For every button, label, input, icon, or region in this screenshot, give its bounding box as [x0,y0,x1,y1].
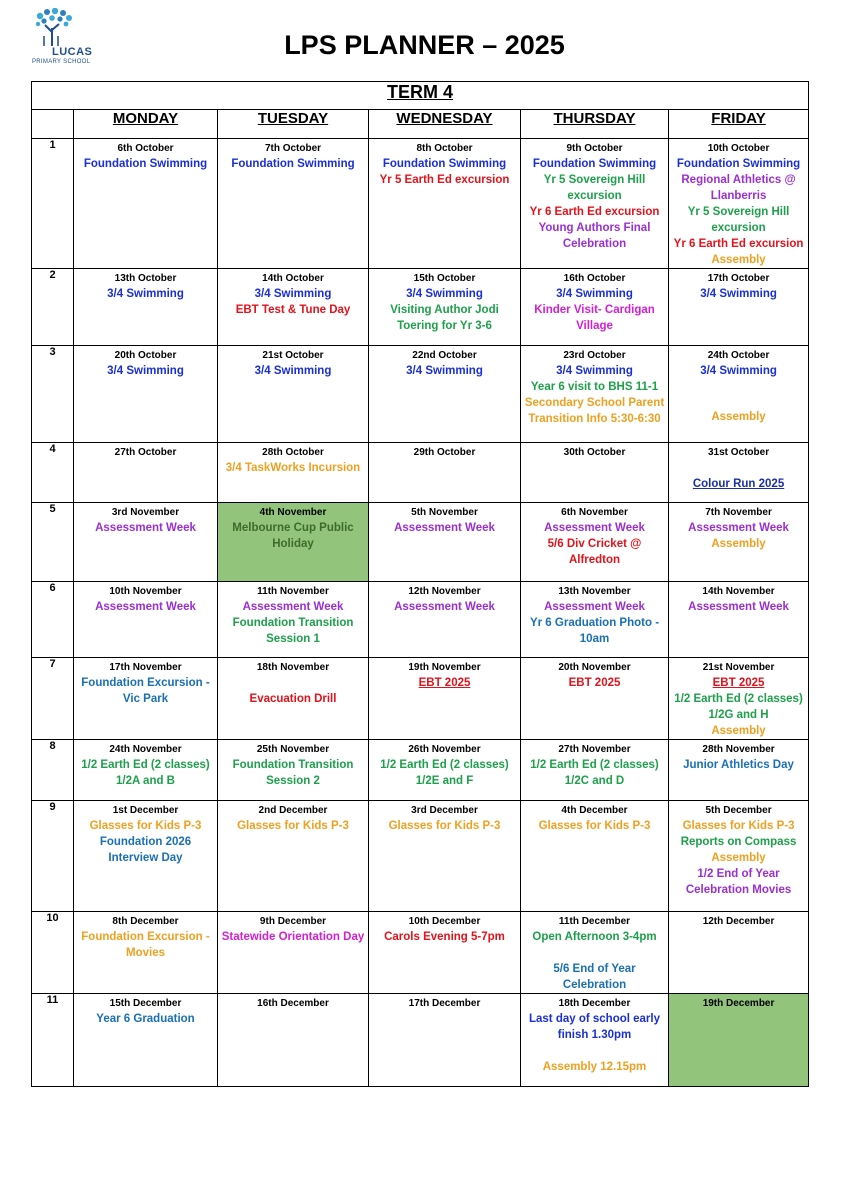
event-text: Assessment Week [688,522,789,534]
event-text: Assembly [711,254,766,266]
week-row [32,912,809,994]
cell-date: 17th December [408,998,481,1009]
day-cell [74,346,218,443]
day-cell [369,582,521,658]
cell-date: 11th December [558,916,631,927]
week-number: 10 [32,912,74,994]
term-heading: TERM 4 [32,82,809,110]
week-number: 9 [32,801,74,912]
term-planner-table [31,81,809,1087]
event-text: Yr 5 Earth Ed excursion [379,174,510,186]
cell-date: 27th October [114,447,177,458]
event-text: Junior Athletics Day [683,759,794,771]
cell-date: 2nd December [258,805,328,816]
day-cell [369,503,521,582]
day-cell [669,269,809,346]
cell-date: 13th November [558,586,631,597]
event-text: 1/2 End of Year Celebration Movies [685,868,792,896]
cell-date: 1st December [112,805,179,816]
event-text: Evacuation Drill [249,693,337,705]
event-text: 1/2C and D [564,775,625,787]
event-text: Assembly [711,725,766,737]
cell-date: 5th December [705,805,772,816]
day-cell [521,269,669,346]
day-cell [74,269,218,346]
event-text: Secondary School Parent Transition Info 5:30-6:30 [524,397,665,425]
week-row [32,503,809,582]
day-cell [669,582,809,658]
day-cell [218,269,369,346]
event-text: 3/4 Swimming [556,365,633,377]
week-row [32,994,809,1087]
event-text: Statewide Orientation Day [221,931,365,943]
event-text: Assessment Week [242,601,344,613]
cell-date: 13th October [114,273,177,284]
day-cell [369,658,521,740]
day-cell [669,443,809,503]
cell-date: 3rd November [111,507,180,518]
event-text: Assembly 12.15pm [542,1061,647,1073]
event-text: Foundation Swimming [382,158,507,170]
cell-date: 21st November [702,662,775,673]
event-text: Year 6 Graduation [96,1013,195,1025]
cell-date: 21st October [262,350,324,361]
day-cell [369,346,521,443]
day-cell [74,658,218,740]
event-text: EBT Test & Tune Day [235,304,351,316]
event-text: 1/2 Earth Ed (2 classes) [380,759,509,771]
cell-date: 29th October [413,447,476,458]
week-header-blank [32,110,74,139]
day-cell [218,582,369,658]
cell-date: 28th November [702,744,775,755]
event-text: Melbourne Cup Public Holiday [232,522,354,550]
event-text: 3/4 Swimming [700,288,777,300]
event-text: Foundation Excursion - Movies [81,931,210,959]
event-text: Foundation Transition Session 1 [232,617,354,645]
event-text: Kinder Visit- Cardigan Village [534,304,655,332]
event-text: Foundation Swimming [532,158,657,170]
event-text: 3/4 TaskWorks Incursion [225,462,361,474]
event-text: Glasses for Kids P-3 [89,820,202,832]
event-text: 3/4 Swimming [406,288,483,300]
cell-date: 24th October [707,350,770,361]
week-number: 11 [32,994,74,1087]
cell-date: 17th November [109,662,182,673]
event-text: 5/6 End of Year Celebration [553,963,636,991]
day-cell [669,801,809,912]
event-text: Foundation 2026 Interview Day [99,836,192,864]
day-cell [669,912,809,994]
event-text: Young Authors Final Celebration [538,222,651,250]
event-text: 3/4 Swimming [254,288,332,300]
day-cell [74,912,218,994]
event-text: Assessment Week [688,601,789,613]
event-text: Glasses for Kids P-3 [538,820,651,832]
day-cell [369,994,521,1087]
week-number: 2 [32,269,74,346]
event-text: Glasses for Kids P-3 [237,820,349,832]
event-text: Last day of school early finish 1.30pm [528,1013,660,1041]
day-cell [521,346,669,443]
event-text: Yr 6 Earth Ed excursion [673,238,804,250]
cell-date: 23rd October [563,350,626,361]
day-cell [218,346,369,443]
event-text: 1/2 Earth Ed (2 classes) [81,759,210,771]
event-text: Year 6 visit to BHS 11-1 [530,381,659,393]
event-text: Assessment Week [394,601,495,613]
cell-date: 25th November [256,744,330,755]
day-cell [218,503,369,582]
week-row [32,740,809,801]
week-row [32,346,809,443]
day-cell [74,994,218,1087]
day-cell [218,658,369,740]
event-text: Open Afternoon 3-4pm [532,931,657,943]
day-cell [74,139,218,269]
cell-date: 4th December [561,805,628,816]
event-text: Foundation Transition Session 2 [232,759,354,787]
cell-date: 7th October [264,143,322,154]
logo-name: LUCAS [52,46,93,58]
cell-date: 14th November [702,586,775,597]
event-text: 3/4 Swimming [107,365,184,377]
day-cell [521,994,669,1087]
cell-date: 16th October [563,273,626,284]
cell-date: 9th December [259,916,327,927]
week-row [32,443,809,503]
event-text: Assessment Week [95,601,196,613]
event-text: Foundation Excursion - Vic Park [81,677,210,705]
event-text: Assessment Week [95,522,196,534]
event-text: 3/4 Swimming [406,365,483,377]
cell-date: 5th November [411,507,478,518]
event-text: EBT 2025 [712,677,765,689]
event-text: EBT 2025 [418,677,471,689]
day-cell [218,994,369,1087]
event-text: 3/4 Swimming [556,288,633,300]
event-text: Assembly [711,411,766,423]
event-text: Carols Evening 5-7pm [384,931,505,943]
day-cell [521,658,669,740]
day-cell [218,912,369,994]
event-text: Assessment Week [544,601,645,613]
cell-date: 27th November [558,744,631,755]
event-text: 5/6 Div Cricket @ Alfredton [547,538,642,566]
day-cell [74,582,218,658]
cell-date: 30th October [563,447,626,458]
logo-subtitle: PRIMARY SCHOOL [32,59,91,65]
cell-date: 12th November [408,586,481,597]
week-number: 3 [32,346,74,443]
day-cell [669,139,809,269]
cell-date: 19th November [408,662,481,673]
day-cell [74,503,218,582]
event-text: Reports on Compass [680,836,797,848]
cell-date: 15th December [109,998,182,1009]
week-row [32,582,809,658]
cell-date: 16th December [257,998,329,1009]
week-row [32,801,809,912]
week-number: 1 [32,139,74,269]
page-title: LPS PLANNER – 2025 [284,30,565,60]
cell-date: 11th November [257,586,329,597]
cell-date: 8th October [416,143,473,154]
event-text: Regional Athletics @ Llanberris [681,174,796,202]
event-text: Colour Run 2025 [692,478,785,490]
day-cell [218,443,369,503]
cell-date: 19th December [702,998,775,1009]
event-text: EBT 2025 [568,677,621,689]
event-text: 1/2G and H [708,709,769,721]
event-text: 1/2 Earth Ed (2 classes) [674,693,803,705]
day-cell [369,801,521,912]
week-number: 7 [32,658,74,740]
cell-date: 15th October [413,273,476,284]
cell-date: 22nd October [412,350,477,361]
cell-date: 10th December [408,916,481,927]
day-cell [521,740,669,801]
week-row [32,658,809,740]
week-number: 4 [32,443,74,503]
day-header-thursday: THURSDAY [521,110,669,139]
cell-date: 8th December [112,916,179,927]
day-cell [669,658,809,740]
day-cell [369,269,521,346]
day-header-friday: FRIDAY [669,110,809,139]
event-text: Glasses for Kids P-3 [388,820,501,832]
cell-date: 7th November [705,507,772,518]
cell-date: 20th October [114,350,177,361]
day-cell [218,740,369,801]
day-cell [521,503,669,582]
day-header-wednesday: WEDNESDAY [369,110,521,139]
cell-date: 14th October [262,273,324,284]
cell-date: 18th November [256,662,330,673]
week-row [32,269,809,346]
event-text: Assessment Week [394,522,495,534]
day-cell [521,582,669,658]
day-cell [218,139,369,269]
day-cell [521,801,669,912]
week-number: 5 [32,503,74,582]
event-text: Foundation Swimming [231,158,355,170]
cell-date: 24th November [109,744,182,755]
event-text: 1/2 Earth Ed (2 classes) [530,759,659,771]
event-text: Assessment Week [544,522,645,534]
week-number: 6 [32,582,74,658]
cell-date: 26th November [408,744,481,755]
event-text: Visiting Author Jodi Toering for Yr 3-6 [390,304,499,332]
event-text: 1/2A and B [115,775,175,787]
event-text: Glasses for Kids P-3 [682,820,795,832]
day-cell [521,443,669,503]
cell-date: 3rd December [411,805,478,816]
day-header-monday: MONDAY [74,110,218,139]
day-cell [369,443,521,503]
cell-date: 18th December [558,998,631,1009]
day-cell [521,912,669,994]
day-cell [669,346,809,443]
week-number: 8 [32,740,74,801]
cell-date: 6th October [117,143,174,154]
cell-date: 20th November [558,662,631,673]
event-text: 3/4 Swimming [700,365,777,377]
day-cell [669,994,809,1087]
event-text: Foundation Swimming [83,158,208,170]
cell-date: 17th October [707,273,770,284]
day-cell [218,801,369,912]
event-text: 3/4 Swimming [107,288,184,300]
cell-date: 9th October [566,143,623,154]
day-cell [74,740,218,801]
week-row [32,139,809,269]
event-text: Yr 5 Sovereign Hill excursion [687,206,790,234]
day-header-tuesday: TUESDAY [218,110,369,139]
day-cell [369,740,521,801]
day-cell [669,503,809,582]
event-text: 3/4 Swimming [254,365,332,377]
day-cell [669,740,809,801]
cell-date: 10th October [707,143,770,154]
cell-date: 10th November [109,586,182,597]
cell-date: 31st October [707,447,770,458]
cell-date: 6th November [561,507,628,518]
event-text: Assembly [711,538,766,550]
event-text: Foundation Swimming [676,158,801,170]
day-cell [74,801,218,912]
event-text: Yr 6 Graduation Photo - 10am [529,617,660,645]
cell-date: 12th December [702,916,775,927]
day-cell [369,912,521,994]
cell-date: 28th October [262,447,324,458]
day-cell [74,443,218,503]
cell-date: 4th November [259,507,327,518]
event-text: Yr 6 Earth Ed excursion [529,206,660,218]
event-text: 1/2E and F [415,775,474,787]
event-text: Assembly [711,852,766,864]
day-cell [521,139,669,269]
event-text: Yr 5 Sovereign Hill excursion [543,174,646,202]
day-cell [369,139,521,269]
